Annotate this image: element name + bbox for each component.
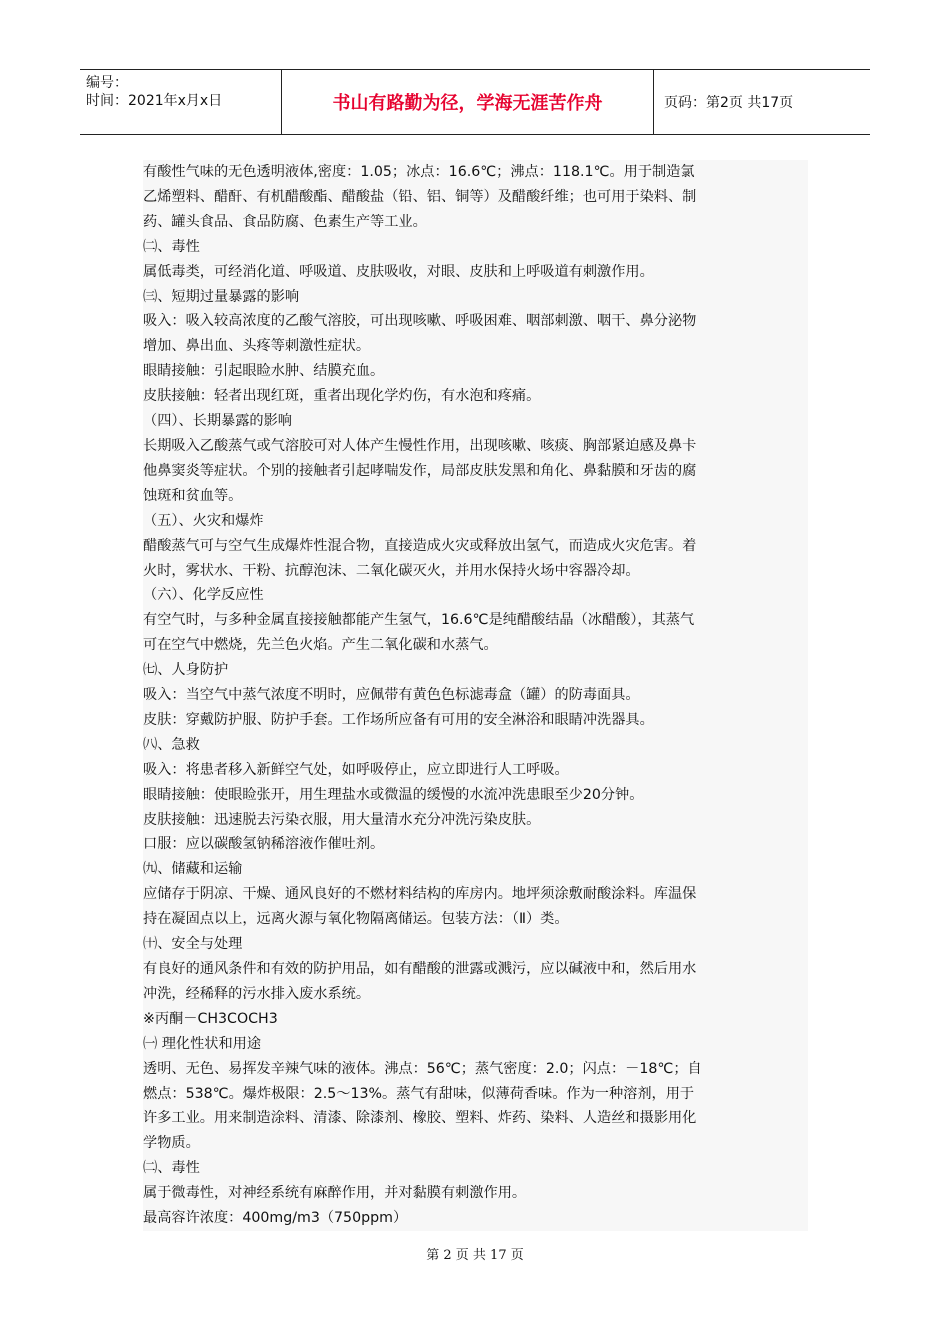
text-line: 最高容许浓度：400mg/m3（750ppm） [143, 1210, 408, 1227]
date-label: 时间：2021年x月x日 [86, 93, 223, 109]
text-line: 吸入：吸入较高浓度的乙酸气溶胶，可出现咳嗽、呼吸困难、咽部刺激、咽干、鼻分泌物 [143, 313, 697, 330]
header-table [80, 69, 870, 135]
code-label: 编号： [86, 75, 128, 91]
text-line: 蚀斑和贫血等。 [143, 487, 243, 504]
text-line: ㈢、短期过量暴露的影响 [143, 288, 300, 305]
text-line: ㈡、毒性 [143, 1160, 200, 1177]
text-line: 许多工业。用来制造涂料、清漆、除漆剂、橡胶、塑料、炸药、染料、人造丝和摄影用化 [143, 1110, 697, 1127]
text-line: 乙烯塑料、醋酐、有机醋酸酯、醋酸盐（铅、铝、铜等）及醋酸纤维；也可用于染料、制 [143, 188, 697, 205]
text-line: ㈩、安全与处理 [143, 936, 243, 953]
text-line: 火时，雾状水、干粉、抗醇泡沫、二氧化碳灭火，并用水保持火场中容器冷却。 [143, 562, 640, 579]
header-meta-cell [80, 70, 282, 134]
text-line: 皮肤接触：轻者出现红斑，重者出现化学灼伤，有水泡和疼痛。 [143, 388, 541, 405]
text-line: 透明、无色、易挥发辛辣气味的液体。沸点：56℃；蒸气密度：2.0；闪点：－18℃；自 [143, 1060, 702, 1077]
text-line: 属于微毒性，对神经系统有麻醉作用，并对黏膜有刺激作用。 [143, 1185, 527, 1202]
text-line: ㈡、毒性 [143, 238, 200, 255]
text-line: 学物质。 [143, 1135, 200, 1152]
text-line: 他鼻窦炎等症状。个别的接触者引起哮喘发作，局部皮肤发黑和角化、鼻黏膜和牙齿的腐 [143, 462, 697, 479]
text-line: 有酸性气味的无色透明液体,密度：1.05；冰点：16.6℃；沸点：118.1℃。用于制造氯 [143, 164, 695, 180]
text-line: 醋酸蒸气可与空气生成爆炸性混合物，直接造成火灾或释放出氢气，而造成火灾危害。着 [143, 537, 697, 554]
text-line: 持在凝固点以上，远离火源与氧化物隔离储运。包装方法：（Ⅱ）类。 [143, 911, 569, 928]
text-line: （四）、长期暴露的影响 [143, 413, 292, 430]
text-line: （五）、火灾和爆炸 [143, 512, 264, 529]
text-line: 口服：应以碳酸氢钠稀溶液作催吐剂。 [143, 836, 385, 853]
text-line: 吸入：将患者移入新鲜空气处，如呼吸停止，应立即进行人工呼吸。 [143, 761, 569, 778]
text-line: 眼睛接触：引起眼睑水肿、结膜充血。 [143, 363, 385, 380]
text-line: 应储存于阴凉、干燥、通风良好的不燃材料结构的库房内。地坪须涂敷耐酸涂料。库温保 [143, 886, 697, 903]
text-line: 皮肤接触：迅速脱去污染衣服，用大量清水充分冲洗污染皮肤。 [143, 811, 541, 828]
text-line: ㈠ 理化性状和用途 [143, 1035, 262, 1052]
text-line: 有良好的通风条件和有效的防护用品，如有醋酸的泄露或溅污，应以碱液中和，然后用水 [143, 961, 697, 977]
text-line: 吸入：当空气中蒸气浓度不明时，应佩带有黄色色标滤毒盒（罐）的防毒面具。 [143, 687, 640, 704]
text-line: 药、罐头食品、食品防腐、色素生产等工业。 [143, 213, 427, 230]
text-line: 有空气时，与多种金属直接接触都能产生氢气，16.6℃是纯醋酸结晶（冰醋酸），其蒸气 [143, 612, 695, 629]
text-line: ㈧、急救 [143, 736, 200, 753]
text-line: 皮肤：穿戴防护服、防护手套。工作场所应备有可用的安全淋浴和眼睛冲洗器具。 [143, 711, 654, 728]
header-page-label: 页码：第2页 共17页 [664, 95, 794, 111]
text-line: 长期吸入乙酸蒸气或气溶胶可对人体产生慢性作用，出现咳嗽、咳痰、胸部紧迫感及鼻卡 [143, 437, 697, 454]
text-line: 眼睛接触：使眼睑张开，用生理盐水或微温的缓慢的水流冲洗患眼至少20分钟。 [143, 786, 644, 803]
text-line: ㈨、储藏和运输 [143, 861, 243, 878]
text-line: 属低毒类，可经消化道、呼吸道、皮肤吸收，对眼、皮肤和上呼吸道有刺激作用。 [143, 263, 654, 280]
text-line: 燃点：538℃。爆炸极限：2.5～13%。蒸气有甜味，似薄荷香味。作为一种溶剂，用于 [143, 1085, 695, 1102]
text-line: 冲洗，经稀释的污水排入废水系统。 [143, 985, 371, 1002]
page-footer: 第 2 页 共 17 页 [426, 1248, 524, 1263]
text-line: 增加、鼻出血、头疼等刺激性症状。 [143, 338, 371, 355]
text-line: ㈦、人身防护 [143, 662, 229, 679]
text-line: 可在空气中燃烧，先兰色火焰。产生二氧化碳和水蒸气。 [143, 637, 498, 654]
text-line: ※丙酮－CH3COCH3 [143, 1010, 278, 1027]
text-line: （六）、化学反应性 [143, 587, 264, 604]
document-body [143, 160, 808, 1231]
header-motto: 书山有路勤为径，学海无涯苦作舟 [282, 70, 654, 134]
